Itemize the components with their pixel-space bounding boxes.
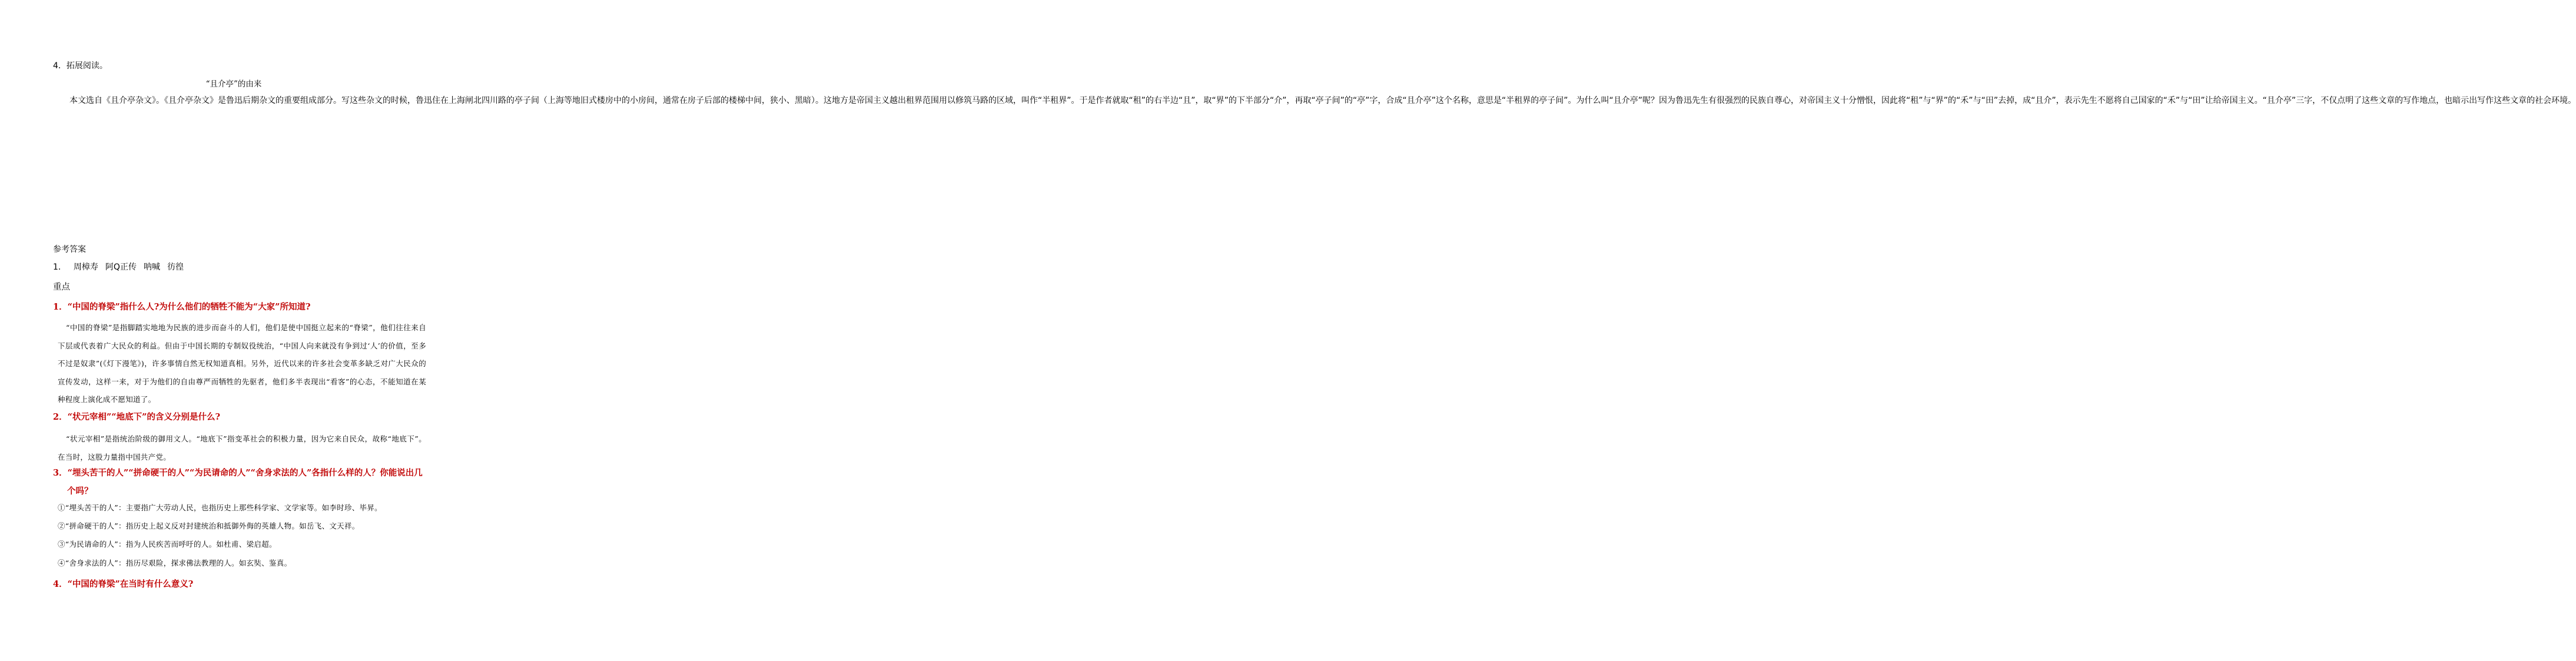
section-heading-extended-reading: 4．拓展阅读。 <box>53 61 108 71</box>
answer-1 <box>53 261 184 273</box>
focus-heading: 重点 <box>53 283 70 292</box>
answer-1-item: 彷徨 <box>167 263 184 272</box>
reading-title: “且介亭”的由来 <box>205 79 262 89</box>
question-3: 3．“埋头苦干的人”“拼命硬干的人”“为民请命的人”“舍身求法的人”各指什么样的人？你能说出几 <box>53 468 423 478</box>
question-4: 4．“中国的脊梁”在当时有什么意义? <box>53 579 194 589</box>
question-1: 1．“中国的脊梁”指什么人?为什么他们的牺牲不能为“大家”所知道? <box>53 302 311 312</box>
answer-question-3-item: ①“埋头苦干的人”：主要指广大劳动人民，也指历史上那些科学家、文学家等。如李时珍、毕昇。 <box>58 503 382 512</box>
answer-1-number: 1． <box>53 263 67 272</box>
question-2: 2．“状元宰相”“地底下”的含义分别是什么? <box>53 412 220 422</box>
answer-question-3-item: ③“为民请命的人”：指为人民疾苦而呼吁的人。如杜甫、梁启超。 <box>58 540 277 549</box>
answer-question-1: “中国的脊梁”是指脚踏实地地为民族的进步而奋斗的人们，他们是使中国挺立起来的“脊梁”，他们往往来自下层或代表着广大民众的利益。但由于中国长期的专制奴役统治，“中国人向来就没有争到过‘人’的价值，至多不过是奴隶”(《灯下漫笔》)，许多事情自然无权知道真相。另外，近代以来的许多社会变革多缺乏对广大民众的宣传发动，这样一来，对于为他们的自由尊严而牺牲的先驱者，他们多半表现出“看客”的心态，不能知道在某种程度上演化成不愿知道了。 <box>58 323 426 404</box>
answer-question-2: “状元宰相”是指统治阶级的御用文人。“地底下”指变革社会的积极力量，因为它来自民众，故称“地底下”。在当时，这股力量指中国共产党。 <box>58 434 426 461</box>
answer-question-3-item: ④“舍身求法的人”：指历尽艰险，探求佛法教理的人。如玄奘、鉴真。 <box>58 559 292 567</box>
answer-1-item: 周樟寿 <box>73 263 98 272</box>
reading-passage: 本文选自《且介亭杂文》。《且介亭杂文》是鲁迅后期杂文的重要组成部分。写这些杂文的时候，鲁迅住在上海闸北四川路的亭子间（上海等地旧式楼房中的小房间，通常在房子后部的楼梯中间，狭小、黑暗）。这地方是帝国主义越出租界范围用以修筑马路的区域，叫作“半租界”。于是作者就取“租”的右半边“且”，取“界”的下半部分“介”，再取“亭子间”的“亭”字，合成“且介亭”这个名称，意思是“半租界的亭子间”。为什么叫“且介亭”呢？因为鲁迅先生有很强烈的民族自尊心，对帝国主义十分憎恨，因此将“租”与“界”的“禾”与“田”去掉，成“且介”，表示先生不愿将自己国家的“禾”与“田”让给帝国主义。“且介亭”三字，不仅点明了这些文章的写作地点，也暗示出写作这些文章的社会环境。 <box>69 96 2576 105</box>
reference-answers-heading: 参考答案 <box>53 245 86 254</box>
question-3-continued: 个吗？ <box>67 486 93 496</box>
answer-1-item: 呐喊 <box>143 263 160 272</box>
answer-question-3-item: ②“拼命硬干的人”：指历史上起义反对封建统治和抵御外侮的英雄人物。如岳飞、文天祥。 <box>58 522 360 530</box>
answer-1-item: 阿Q正传 <box>105 263 137 272</box>
